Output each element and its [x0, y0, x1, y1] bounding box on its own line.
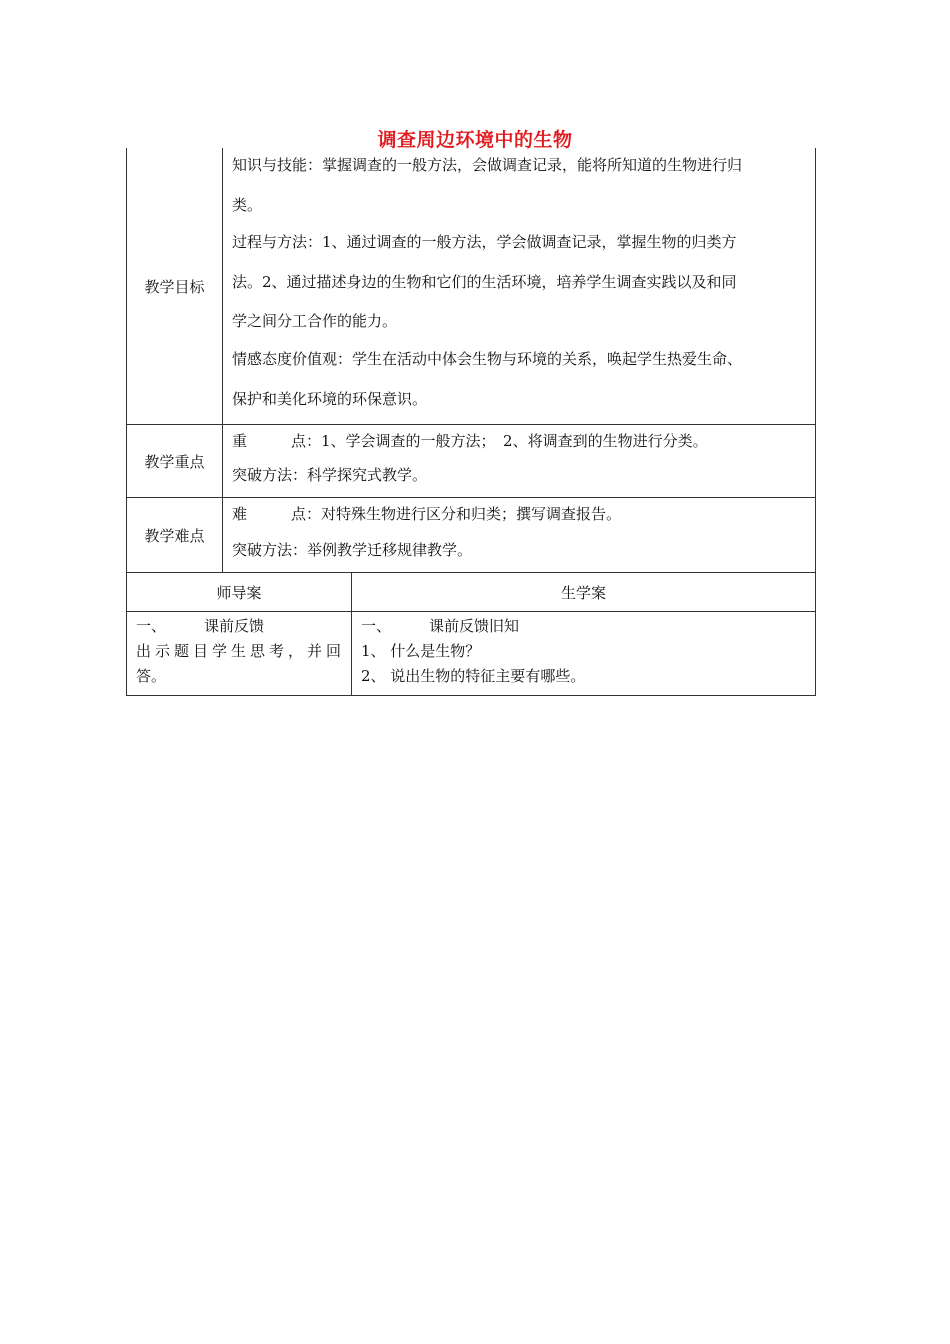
teacher-plan-header-text: 师导案 — [216, 583, 262, 602]
goals-line-2: 类。 — [232, 196, 263, 214]
student-item-1: 1、 什么是生物？ — [361, 642, 481, 660]
goals-line-1: 知识与技能：掌握调查的一般方法，会做调查记录，能将所知道的生物进行归 — [232, 156, 743, 174]
difficulties-content-cell — [222, 497, 816, 573]
difficulties-label-cell — [126, 497, 223, 573]
teacher-body-line-2: 答。 — [136, 667, 167, 685]
key-points-prefix: 重 — [232, 432, 248, 450]
teacher-body-line-1: 出示题目学生思考，并回 — [136, 642, 341, 660]
goals-line-7: 保护和美化环境的环保意识。 — [232, 390, 428, 408]
student-item-2: 2、 说出生物的特征主要有哪些。 — [361, 667, 586, 685]
goals-line-3: 过程与方法：1、通过调查的一般方法，学会做调查记录，掌握生物的归类方 — [232, 233, 737, 251]
goals-label: 教学目标 — [144, 277, 205, 296]
difficulties-line-2: 突破方法：举例教学迁移规律教学。 — [232, 541, 473, 559]
teacher-plan-header — [126, 572, 352, 612]
key-points-line-1 — [232, 430, 708, 451]
key-points-text: 点：1、学会调查的一般方法； 2、将调查到的生物进行分类。 — [291, 432, 708, 450]
difficulties-prefix: 难 — [232, 505, 248, 523]
goals-content-cell — [222, 148, 816, 425]
difficulties-label: 教学难点 — [144, 526, 205, 545]
teacher-heading-text: 课前反馈 — [204, 617, 265, 635]
page-title: 调查周边环境中的生物 — [377, 129, 573, 151]
goals-line-4: 法。2、通过描述身边的生物和它们的生活环境，培养学生调查实践以及和同 — [232, 273, 737, 291]
student-heading-num: 一、 — [361, 617, 392, 635]
key-points-label-cell — [126, 424, 223, 498]
student-heading — [361, 615, 519, 636]
key-points-label: 教学重点 — [144, 452, 205, 471]
key-points-content-cell — [222, 424, 816, 498]
teacher-heading-num: 一、 — [136, 617, 167, 635]
difficulties-line-1 — [232, 503, 621, 524]
teacher-plan-cell — [126, 611, 352, 696]
student-plan-header-text: 生学案 — [560, 583, 606, 602]
student-plan-header — [351, 572, 816, 612]
goals-line-6: 情感态度价值观：学生在活动中体会生物与环境的关系，唤起学生热爱生命、 — [232, 350, 743, 368]
difficulties-text: 点：对特殊生物进行区分和归类；撰写调查报告。 — [291, 505, 622, 523]
student-plan-cell — [351, 611, 816, 696]
goals-label-cell — [126, 148, 223, 425]
goals-line-5: 学之间分工合作的能力。 — [232, 312, 398, 330]
key-points-line-2: 突破方法：科学探究式教学。 — [232, 466, 428, 484]
student-heading-text: 课前反馈旧知 — [429, 617, 520, 635]
teacher-heading — [136, 615, 264, 636]
